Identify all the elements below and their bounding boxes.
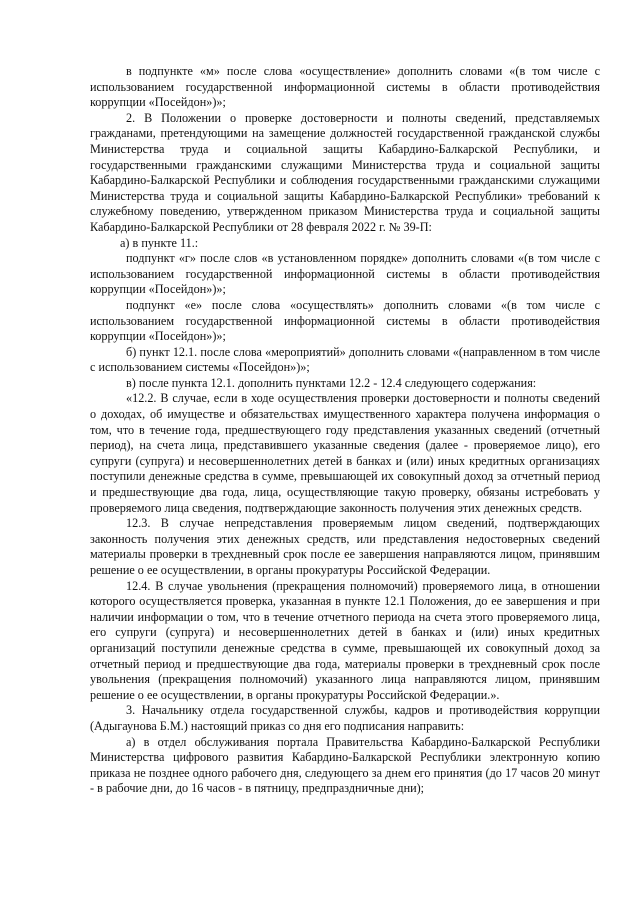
paragraph-subitem-v: в) после пункта 12.1. дополнить пунктами 12.2 - 12.4 следующего содержания: xyxy=(126,375,537,390)
paragraph-item-3: 3. Начальнику отдела государственной службы, кадров и противодействия коррупции (Адыгаунова Б.М.) настоящий приказ со дня его подписания направить: xyxy=(90,703,600,733)
paragraph-subpoint-e: подпункт «е» после слова «осуществлять» дополнить словами «(в том числе с использованием государственной информационной системы в области противодействия коррупции «Посейдон»)»; xyxy=(90,297,600,344)
paragraph-point-12-2: «12.2. В случае, если в ходе осуществления проверки достоверности и полноты сведений о доходах, об имуществе и обязательствах имущественного характера получена информация о том, что в течение года, предшествующего году представления указанных сведений (отчетный период), на счета лица, представившего указанные сведения (далее - проверяемое лицо), его супруги (супруга) и несовершеннолетних детей в банках и (или) иных кредитных организациях поступили денежные средства в сумме, превышающей их совокупный доход за отчетный период и предшествующие два года, лица, осуществляющие такую проверку, обязаны истребовать у проверяемого лица сведения, подтверждающие законность получения этих денежных средств. xyxy=(90,391,600,515)
paragraph-point-12-4: 12.4. В случае увольнения (прекращения полномочий) проверяемого лица, в отношении которого осуществляется проверка, указанная в пункте 12.1 Положения, до ее завершения и при наличии информации о том, что в течение отчетного периода на счета этого проверяемого лица, его супруги (супруга) и несовершеннолетних детей в банках и (или) иных кредитных организаций поступили денежные средства в сумме, превышающей их совокупный доход за отчетный период и предшествующие два года, материалы проверки в трехдневный срок после увольнения (прекращения полномочий) указанного лица направляются лицом, принявшим решение о ее осуществлении, в органы прокуратуры Российской Федерации.». xyxy=(90,578,600,702)
paragraph-point-12-3: 12.3. В случае непредставления проверяемым лицом сведений, подтверждающих законность получения этих денежных средств, или представления недостоверных сведений материалы проверки в трехдневный срок после ее завершения направляются лицом, принявшим решение о ее осуществлении, в органы прокуратуры Российской Федерации. xyxy=(90,516,600,577)
paragraph-subitem-a: а) в пункте 11.: xyxy=(120,235,199,250)
paragraph-subitem-m: в подпункте «м» после слова «осуществление» дополнить словами «(в том числе с использованием государственной информационной системы в области противодействия коррупции «Посейдон»)»; xyxy=(90,64,600,110)
paragraph-subpoint-g: подпункт «г» после слов «в установленном порядке» дополнить словами «(в том числе с использованием государственной информационной системы в области противодействия коррупции «Посейдон»)»; xyxy=(90,251,600,297)
paragraph-item-3-a: а) в отдел обслуживания портала Правительства Кабардино-Балкарской Республики Министерства цифрового развития Кабардино-Балкарской Республики электронную копию приказа не позднее одного рабочего дня, следующего за днем его принятия (до 17 часов 20 минут - в рабочие дни, до 16 часов - в пятницу, предпраздничные дни); xyxy=(90,734,600,796)
paragraph-subitem-b: б) пункт 12.1. после слова «мероприятий» дополнить словами «(направленном в том числе с использованием системы «Посейдон»)»; xyxy=(90,344,600,375)
paragraph-item-2: 2. В Положении о проверке достоверности и полноты сведений, представляемых гражданами, претендующими на замещение должностей государственной гражданской службы Министерства труда и социальной защиты Кабардино-Балкарской Республики, и государственными гражданскими служащими Министерства труда и социальной защиты Кабардино-Балкарской Республики и соблюдения государственными гражданскими служащими Министерства труда и социальной защиты Кабардино-Балкарской Республики» требований к служебному поведению, утвержденном приказом Министерства труда и социальной защиты Кабардино-Балкарской Республики от 28 февраля 2022 г. № 39-П: xyxy=(90,110,600,234)
